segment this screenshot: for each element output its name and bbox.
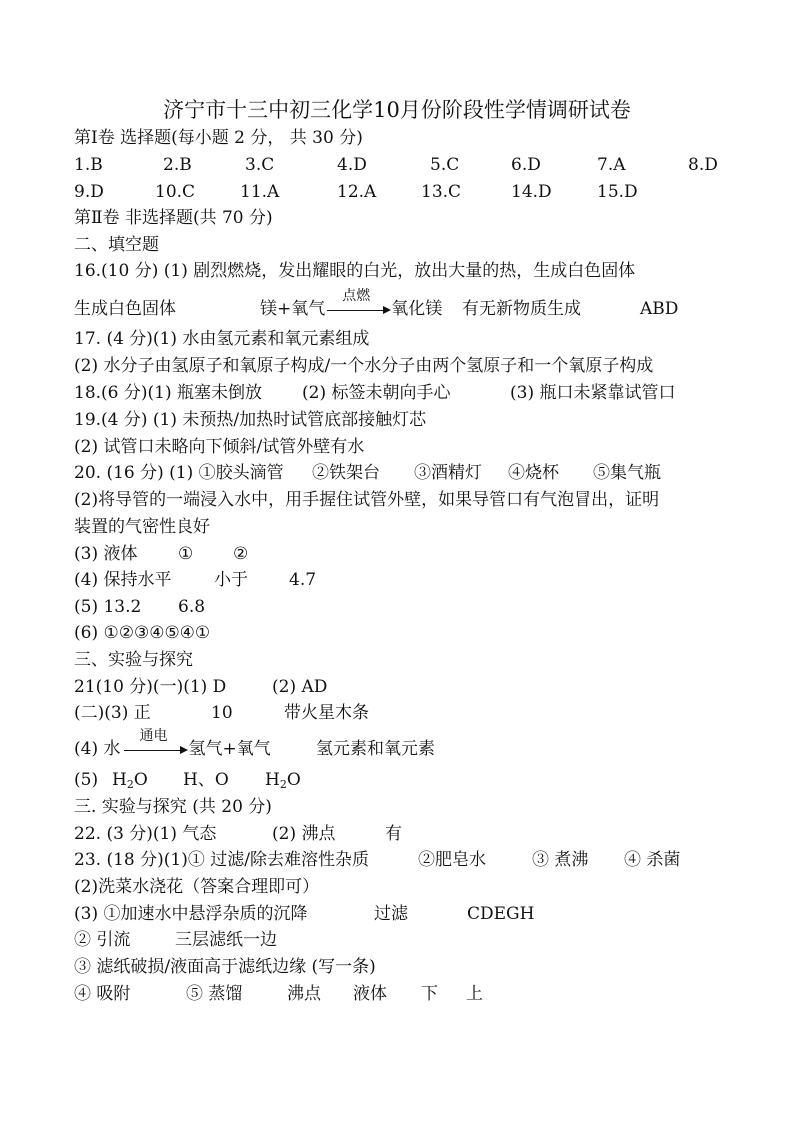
q16-condition: 点燃 xyxy=(342,288,371,304)
q18-part3: (3) 瓶口未紧靠试管口 xyxy=(510,383,676,403)
choice-answer-10: 10.C xyxy=(155,182,196,202)
choice-answer-7: 7.A xyxy=(597,155,626,175)
q21-line1-a: 21(10 分)(一)(1) D xyxy=(74,677,227,697)
choice-answer-4: 4.D xyxy=(337,155,367,175)
part2-heading: 第Ⅱ卷 非选择题(共 70 分) xyxy=(74,208,273,228)
q18-part1: 18.(6 分)(1) 瓶塞未倒放 xyxy=(74,383,263,403)
choice-answer-14: 14.D xyxy=(511,182,552,202)
q23-line3-a: (3) ①加速水中悬浮杂质的沉降 xyxy=(74,904,308,924)
q22-c: 有 xyxy=(385,824,402,844)
q21-products: 氢气+氧气 xyxy=(188,739,271,759)
q23-line6-c: 沸点 xyxy=(287,984,321,1004)
q23-line4-b: 三层滤纸一边 xyxy=(175,930,277,950)
q20-line4-c: ② xyxy=(233,544,249,564)
q21-line2-b: 10 xyxy=(211,703,233,723)
q20-line6-b: 6.8 xyxy=(178,597,206,617)
q21-line2-a: (二)(3) 正 xyxy=(74,703,151,723)
q16-line1: 16.(10 分) (1) 剧烈燃烧，发出耀眼的白光，放出大量的热，生成白色固体 xyxy=(74,261,636,281)
q20-line1-d: ④烧杯 xyxy=(508,463,559,483)
choice-answer-11: 11.A xyxy=(240,182,280,202)
q16-reactants: 镁+氧气 xyxy=(260,299,326,319)
q23-line3-c: CDEGH xyxy=(467,904,535,924)
q17-line1: 17. (4 分)(1) 水由氢元素和氧元素组成 xyxy=(74,329,370,349)
fill-in-heading: 二、填空题 xyxy=(74,235,159,255)
reaction-arrow xyxy=(325,288,391,321)
choice-answer-9: 9.D xyxy=(74,182,104,202)
q21-line2-c: 带火星木条 xyxy=(284,703,369,723)
q21-line1-b: (2) AD xyxy=(272,677,328,697)
q21-equation xyxy=(74,728,271,761)
q20-line1-c: ③酒精灯 xyxy=(414,463,482,483)
q16-equation xyxy=(260,288,443,321)
q23-line1-c: ③ 煮沸 xyxy=(532,850,589,870)
q23-line6-e: 下 xyxy=(421,984,438,1004)
q20-line4-b: ① xyxy=(178,544,194,564)
q23-line4-a: ② 引流 xyxy=(74,930,131,950)
q20-line5-a: (4) 保持水平 xyxy=(74,570,172,590)
q19-line1: 19.(4 分) (1) 未预热/加热时试管底部接触灯芯 xyxy=(74,410,427,430)
experiment2-heading: 三. 实验与探究 (共 20 分) xyxy=(74,797,272,817)
q23-line3-b: 过滤 xyxy=(374,904,408,924)
q20-line3: 装置的气密性良好 xyxy=(74,517,210,537)
choice-answer-13: 13.C xyxy=(421,182,462,202)
q23-line2: (2)洗菜水浇花（答案合理即可） xyxy=(74,877,320,897)
q21-formula-water-2: $H_2O$ xyxy=(265,770,301,791)
choice-answer-15: 15.D xyxy=(597,182,638,202)
q18-part2: (2) 标签未朝向手心 xyxy=(302,383,451,403)
q20-line5-c: 4.7 xyxy=(289,570,317,590)
choice-answer-12: 12.A xyxy=(337,182,377,202)
q20-line4-a: (3) 液体 xyxy=(74,544,138,564)
q21-reactant: (4) 水 xyxy=(74,739,121,759)
q21-line4-label: (5) xyxy=(74,770,99,790)
q16-product: 氧化镁 xyxy=(391,299,443,319)
q23-line5: ③ 滤纸破损/液面高于滤纸边缘 (写一条) xyxy=(74,957,376,977)
q20-line1-e: ⑤集气瓶 xyxy=(593,463,661,483)
q23-line6-a: ④ 吸附 xyxy=(74,984,131,1004)
q16-white-solid: 生成白色固体 xyxy=(74,299,176,319)
electrolysis-arrow xyxy=(122,728,188,761)
choice-answer-1: 1.B xyxy=(74,155,103,175)
choice-answer-8: 8.D xyxy=(688,155,718,175)
q16-criterion: 有无新物质生成 xyxy=(462,299,581,319)
q21-formula-elements: H、O xyxy=(183,770,229,790)
q23-line6-b: ⑤ 蒸馏 xyxy=(186,984,243,1004)
choice-answer-3: 3.C xyxy=(245,155,275,175)
q23-line6-d: 液体 xyxy=(353,984,387,1004)
q19-line2: (2) 试管口未略向下倾斜/试管外壁有水 xyxy=(74,437,365,457)
q21-condition: 通电 xyxy=(139,728,168,744)
q21-formula-water-1: $H_2O$ xyxy=(112,770,148,791)
q23-line1-a: 23. (18 分)(1)① 过滤/除去难溶性杂质 xyxy=(74,850,369,870)
q20-line1-a: 20. (16 分) (1) ①胶头滴管 xyxy=(74,463,284,483)
q21-elements: 氢元素和氧元素 xyxy=(316,739,435,759)
page-title: 济宁市十三中初三化学10月份阶段性学情调研试卷 xyxy=(163,98,631,122)
q23-line6-f: 上 xyxy=(466,984,483,1004)
q20-line2: (2)将导管的一端浸入水中，用手握住试管外壁，如果导管口有气泡冒出，证明 xyxy=(74,490,660,510)
q17-line2: (2) 水分子由氢原子和氧原子构成/一个水分子由两个氢原子和一个氧原子构成 xyxy=(74,356,654,376)
choice-answer-6: 6.D xyxy=(511,155,541,175)
choice-answer-5: 5.C xyxy=(430,155,460,175)
choice-answer-2: 2.B xyxy=(163,155,192,175)
experiment-heading: 三、实验与探究 xyxy=(74,650,193,670)
q20-line7: (6) ①②③④⑤④① xyxy=(74,623,211,643)
q23-line1-b: ②肥皂水 xyxy=(418,850,486,870)
part1-heading: 第Ⅰ卷 选择题(每小题 2 分， 共 30 分) xyxy=(74,128,363,148)
q20-line5-b: 小于 xyxy=(214,570,248,590)
q20-line1-b: ②铁架台 xyxy=(312,463,380,483)
q22-b: (2) 沸点 xyxy=(272,824,336,844)
q23-line1-d: ④ 杀菌 xyxy=(624,850,681,870)
q20-line6-a: (5) 13.2 xyxy=(74,597,142,617)
q16-choice: ABD xyxy=(640,299,679,319)
q22-a: 22. (3 分)(1) 气态 xyxy=(74,824,217,844)
